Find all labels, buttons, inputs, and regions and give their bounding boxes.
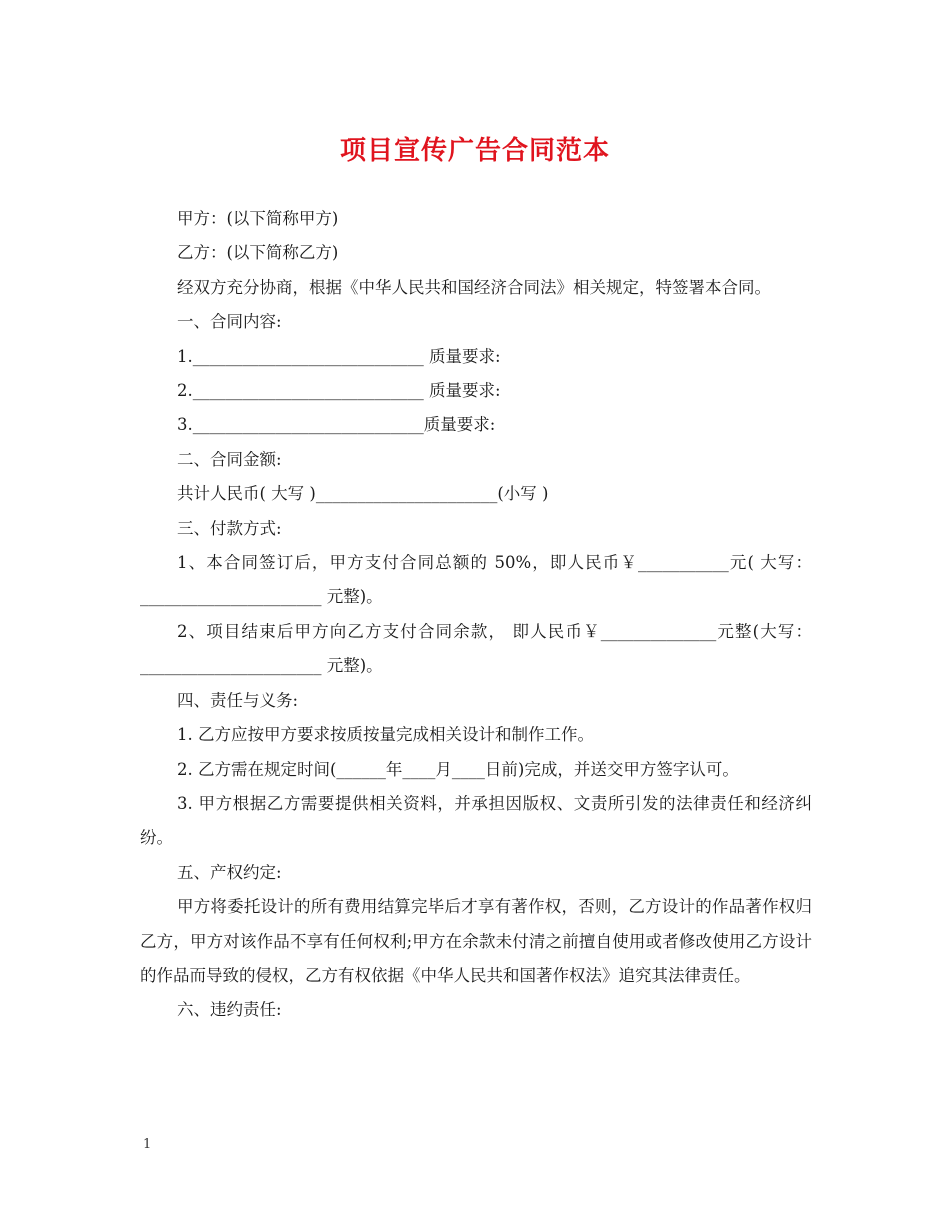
property-rights-paragraph: 甲方将委托设计的所有费用结算完毕后才享有著作权，否则，乙方设计的作品著作权归乙方，甲方对该作品不享有任何权利;甲方在余款未付清之前擅自使用或者修改使用乙方设计的作品而导致的侵权，乙方有权依据《中华人民共和国著作权法》追究其法律责任。 xyxy=(140,897,812,985)
section-heading-contract-content: 一、合同内容: xyxy=(177,312,282,332)
content-item-1: 1.____________________________ 质量要求: xyxy=(177,346,501,366)
section-heading-payment-method: 三、付款方式: xyxy=(177,518,282,538)
preamble-paragraph: 经双方充分协商，根据《中华人民共和国经济合同法》相关规定，特签署本合同。 xyxy=(177,277,771,297)
total-amount-line: 共计人民币( 大写 )______________________(小写 ) xyxy=(177,484,549,504)
document-body xyxy=(140,202,812,1028)
section-heading-breach-liability: 六、违约责任: xyxy=(177,1000,282,1020)
payment-clause-1: 1、本合同签订后，甲方支付合同总额的 50%，即人民币￥___________元( 大写：______________________ 元整)。 xyxy=(140,553,812,607)
responsibility-clause-1: 1. 乙方应按甲方要求按质按量完成相关设计和制作工作。 xyxy=(177,725,594,745)
document-title: 项目宣传广告合同范本 xyxy=(339,136,610,166)
section-heading-responsibilities: 四、责任与义务: xyxy=(177,690,299,710)
party-a-line: 甲方：(以下简称甲方) xyxy=(177,209,339,228)
payment-clause-2: 2、项目结束后甲方向乙方支付合同余款， 即人民币￥______________元整(大写：______________________ 元整)。 xyxy=(140,621,812,676)
section-heading-contract-amount: 二、合同金额: xyxy=(177,449,282,469)
section-heading-property-rights: 五、产权约定: xyxy=(177,862,282,882)
responsibility-clause-3: 3. 甲方根据乙方需要提供相关资料，并承担因版权、文责所引发的法律责任和经济纠纷。 xyxy=(140,793,812,848)
content-item-3: 3.____________________________质量要求: xyxy=(177,415,496,435)
content-item-2: 2.____________________________ 质量要求: xyxy=(177,381,501,401)
party-b-line: 乙方：(以下简称乙方) xyxy=(177,243,339,263)
responsibility-clause-2: 2. 乙方需在规定时间(______年____月____日前)完成，并送交甲方签字认可。 xyxy=(177,759,739,779)
page-number: 1 xyxy=(143,1137,152,1152)
